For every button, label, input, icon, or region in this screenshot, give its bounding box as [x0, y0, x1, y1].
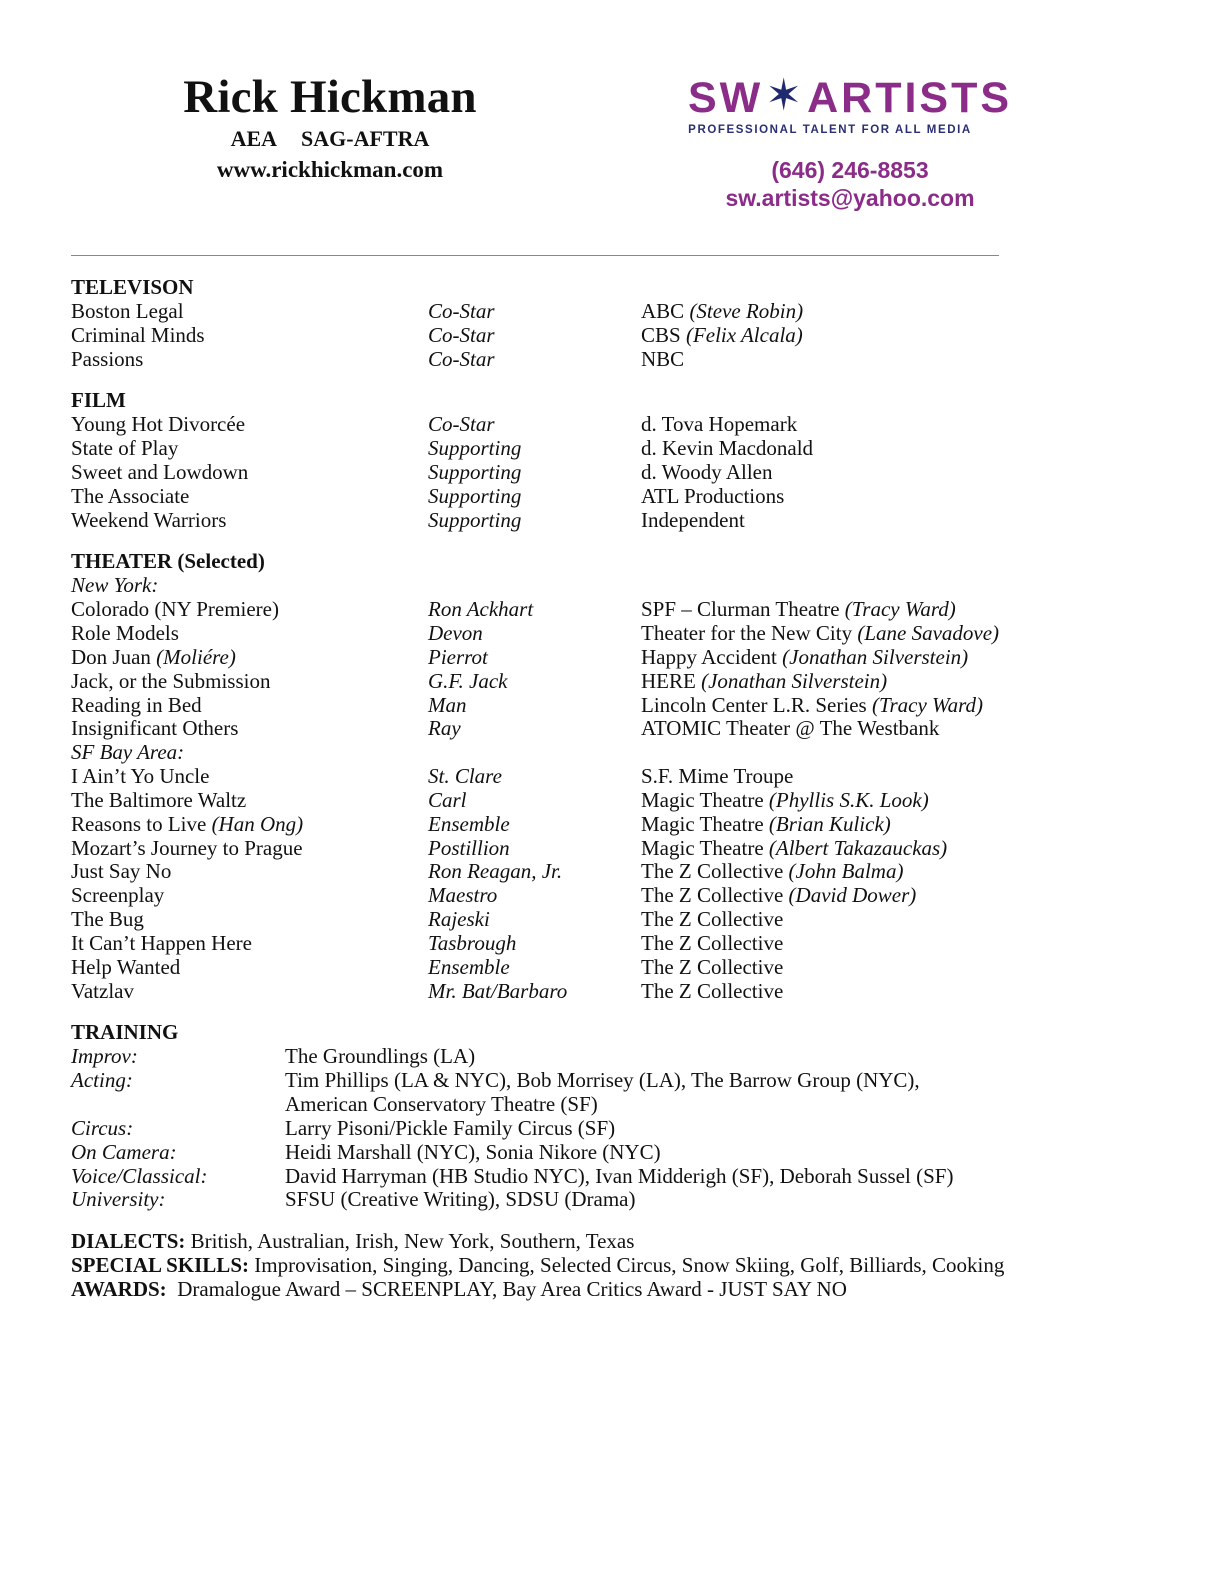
- theater-row: [71, 717, 1171, 741]
- credit-director: (David Dower): [788, 883, 917, 908]
- credit-venue: d. Tova Hopemark: [641, 412, 798, 437]
- training-row: [71, 1165, 1171, 1189]
- header-divider: [71, 255, 999, 256]
- credit-role: Pierrot: [428, 644, 488, 669]
- theater-row: [71, 670, 1171, 694]
- credit-venue: SPF – Clurman Theatre (Tracy Ward): [641, 597, 956, 622]
- awards-value: Dramalogue Award – SCREENPLAY, Bay Area Critics Award - JUST SAY NO: [166, 1276, 847, 1301]
- actor-name: Rick Hickman: [183, 71, 477, 123]
- agency-tagline: PROFESSIONAL TALENT FOR ALL MEDIA: [688, 124, 972, 136]
- dialects-value: British, Australian, Irish, New York, Southern, Texas: [185, 1229, 635, 1254]
- credit-director: (Lane Savadove): [857, 620, 1000, 645]
- credit-role: Tasbrough: [428, 930, 517, 955]
- theater-sf-list: [71, 765, 1171, 1003]
- website-link[interactable]: www.rickhickman.com: [216, 157, 444, 182]
- credit-director: (Jonathan Silverstein): [782, 644, 969, 669]
- credit-title: Reading in Bed: [71, 692, 202, 717]
- credit-title: Colorado (NY Premiere): [71, 597, 279, 622]
- credit-role: Co-Star: [428, 346, 495, 371]
- credit-title: State of Play: [71, 436, 179, 461]
- theater-row: [71, 765, 1171, 789]
- television-list: [71, 300, 1171, 372]
- credit-title: It Can’t Happen Here: [71, 930, 252, 955]
- union-sag-aftra: SAG-AFTRA: [301, 126, 430, 151]
- skills-line: [71, 1254, 1171, 1278]
- dialects-line: [71, 1230, 1171, 1254]
- credit-venue: Happy Accident (Jonathan Silverstein): [641, 644, 969, 669]
- training-label: Circus:: [71, 1115, 134, 1140]
- credit-role: Supporting: [428, 436, 522, 461]
- credit-title: Jack, or the Submission: [71, 668, 271, 693]
- training-value: Tim Phillips (LA & NYC), Bob Morrisey (LA), The Barrow Group (NYC), American Conservatory Theatre (SF): [285, 1068, 920, 1116]
- union-affiliations: [150, 125, 510, 153]
- training-row: [71, 1141, 1171, 1165]
- credit-director: (Jonathan Silverstein): [701, 668, 888, 693]
- theater-row: [71, 908, 1171, 932]
- credit-venue: Lincoln Center L.R. Series (Tracy Ward): [641, 692, 983, 717]
- title-note: (Han Ong): [211, 811, 304, 836]
- credit-venue: Magic Theatre (Albert Takazauckas): [641, 835, 948, 860]
- credit-venue: CBS (Felix Alcala): [641, 322, 803, 347]
- theater-row: [71, 598, 1171, 622]
- credit-director: (Albert Takazauckas): [768, 835, 948, 860]
- credit-venue: The Z Collective (John Balma): [641, 859, 904, 884]
- section-heading-film: FILM: [71, 388, 126, 413]
- credit-venue: Independent: [641, 507, 745, 532]
- union-aea: AEA: [230, 126, 278, 151]
- theater-row: [71, 932, 1171, 956]
- credit-role: Carl: [428, 787, 467, 812]
- credit-title: Sweet and Lowdown: [71, 459, 249, 484]
- credit-director: (John Balma): [788, 859, 904, 884]
- credit-venue: The Z Collective: [641, 978, 784, 1003]
- credit-role: Co-Star: [428, 322, 495, 347]
- agency-block: [640, 71, 1060, 212]
- credit-director: (Phyllis S.K. Look): [768, 787, 929, 812]
- credit-venue: The Z Collective: [641, 954, 784, 979]
- training-label: Voice/Classical:: [71, 1163, 208, 1188]
- theater-row: [71, 622, 1171, 646]
- film-row: [71, 461, 1171, 485]
- film-row: [71, 485, 1171, 509]
- theater-row: [71, 860, 1171, 884]
- credit-venue: The Z Collective: [641, 930, 784, 955]
- title-note: (Moliére): [156, 644, 236, 669]
- credit-title: The Associate: [71, 483, 190, 508]
- subheading-sf-bay-area: SF Bay Area:: [71, 740, 185, 765]
- credit-venue: d. Kevin Macdonald: [641, 436, 814, 461]
- training-label: Improv:: [71, 1044, 138, 1069]
- credit-title: Screenplay: [71, 883, 165, 908]
- credit-title: Just Say No: [71, 859, 172, 884]
- training-row: [71, 1045, 1171, 1069]
- resume-body: [71, 276, 1171, 1302]
- credit-title: The Bug: [71, 907, 144, 932]
- theater-row: [71, 956, 1171, 980]
- credit-title: I Ain’t Yo Uncle: [71, 764, 210, 789]
- credit-venue: NBC: [641, 346, 685, 371]
- credit-title: Role Models: [71, 620, 179, 645]
- misc-section: [71, 1230, 1171, 1302]
- credit-venue: Theater for the New City (Lane Savadove): [641, 620, 1000, 645]
- section-heading-theater: THEATER (Selected): [71, 549, 265, 574]
- theater-row: [71, 837, 1171, 861]
- credit-role: Co-Star: [428, 298, 495, 323]
- credit-role: Man: [428, 692, 467, 717]
- credit-title: Passions: [71, 346, 144, 371]
- credit-role: Supporting: [428, 459, 522, 484]
- section-heading-television: TELEVISON: [71, 275, 194, 299]
- television-row: [71, 324, 1171, 348]
- film-row: [71, 437, 1171, 461]
- training-value: David Harryman (HB Studio NYC), Ivan Midderigh (SF), Deborah Sussel (SF): [285, 1163, 954, 1188]
- credit-role: Supporting: [428, 507, 522, 532]
- credit-title: Vatzlav: [71, 978, 134, 1003]
- credit-role: Postillion: [428, 835, 510, 860]
- credit-title: Insignificant Others: [71, 716, 239, 741]
- television-row: [71, 348, 1171, 372]
- agency-email[interactable]: sw.artists@yahoo.com: [725, 185, 975, 211]
- credit-director: (Tracy Ward): [871, 692, 983, 717]
- credit-title: Mozart’s Journey to Prague: [71, 835, 303, 860]
- training-label: Acting:: [71, 1068, 133, 1093]
- credit-venue: Magic Theatre (Brian Kulick): [641, 811, 891, 836]
- section-heading-training: TRAINING: [71, 1020, 179, 1045]
- star-icon: ✶: [765, 71, 806, 120]
- skills-value: Improvisation, Singing, Dancing, Selected Circus, Snow Skiing, Golf, Billiards, Cooking: [249, 1253, 1005, 1278]
- awards-line: [71, 1278, 1171, 1302]
- theater-row: [71, 813, 1171, 837]
- name-block: [150, 70, 510, 185]
- credit-venue: d. Woody Allen: [641, 459, 773, 484]
- training-row: [71, 1069, 1171, 1117]
- credit-venue: ATOMIC Theater @ The Westbank: [641, 716, 940, 741]
- skills-label: SPECIAL SKILLS:: [71, 1253, 249, 1278]
- credit-venue: The Z Collective: [641, 907, 784, 932]
- credit-role: Ensemble: [428, 811, 510, 836]
- theater-row: [71, 884, 1171, 908]
- credit-venue: The Z Collective (David Dower): [641, 883, 917, 908]
- credit-title: Don Juan (Moliére): [71, 644, 236, 669]
- credit-role: G.F. Jack: [428, 668, 508, 693]
- credit-role: Rajeski: [428, 907, 490, 932]
- logo-text-left: SW: [687, 74, 764, 122]
- theater-row: [71, 789, 1171, 813]
- credit-director: (Felix Alcala): [685, 322, 803, 347]
- film-row: [71, 413, 1171, 437]
- theater-row: [71, 980, 1171, 1004]
- credit-title: Help Wanted: [71, 954, 181, 979]
- credit-venue: ATL Productions: [641, 483, 785, 508]
- training-list: [71, 1045, 1171, 1212]
- agency-logo: [640, 71, 1060, 122]
- awards-label: AWARDS:: [71, 1276, 167, 1301]
- credit-role: Maestro: [428, 883, 498, 908]
- training-value: SFSU (Creative Writing), SDSU (Drama): [285, 1187, 636, 1212]
- training-value: Larry Pisoni/Pickle Family Circus (SF): [285, 1115, 616, 1140]
- credit-title: Young Hot Divorcée: [71, 412, 246, 437]
- credit-role: Ensemble: [428, 954, 510, 979]
- credit-title: The Baltimore Waltz: [71, 787, 247, 812]
- training-label: University:: [71, 1187, 166, 1212]
- subheading-new-york: New York:: [71, 573, 159, 598]
- credit-role: Mr. Bat/Barbaro: [428, 978, 568, 1003]
- credit-director: (Tracy Ward): [844, 597, 956, 622]
- logo-text-right: ARTISTS: [807, 74, 1013, 122]
- credit-role: Ron Ackhart: [428, 597, 534, 622]
- credit-role: St. Clare: [428, 764, 502, 789]
- training-value: The Groundlings (LA): [285, 1044, 476, 1069]
- theater-row: [71, 646, 1171, 670]
- training-row: [71, 1117, 1171, 1141]
- credit-venue: Magic Theatre (Phyllis S.K. Look): [641, 787, 929, 812]
- theater-ny-list: [71, 598, 1171, 741]
- credit-title: Reasons to Live (Han Ong): [71, 811, 304, 836]
- credit-title: Weekend Warriors: [71, 507, 227, 532]
- agency-phone[interactable]: (646) 246-8853: [771, 157, 929, 183]
- television-row: [71, 300, 1171, 324]
- credit-title: Boston Legal: [71, 298, 184, 323]
- credit-role: Devon: [428, 620, 483, 645]
- credit-role: Ray: [428, 716, 461, 741]
- training-row: [71, 1188, 1171, 1212]
- dialects-label: DIALECTS:: [71, 1229, 186, 1254]
- film-list: [71, 413, 1171, 532]
- training-label: On Camera:: [71, 1139, 177, 1164]
- film-row: [71, 509, 1171, 533]
- credit-role: Co-Star: [428, 412, 495, 437]
- theater-row: [71, 694, 1171, 718]
- credit-director: (Brian Kulick): [768, 811, 891, 836]
- credit-venue: HERE (Jonathan Silverstein): [641, 668, 888, 693]
- credit-role: Ron Reagan, Jr.: [428, 859, 563, 884]
- credit-title: Criminal Minds: [71, 322, 205, 347]
- credit-role: Supporting: [428, 483, 522, 508]
- credit-venue: S.F. Mime Troupe: [641, 764, 794, 789]
- credit-director: (Steve Robin): [689, 298, 804, 323]
- credit-venue: ABC (Steve Robin): [641, 298, 804, 323]
- training-value: Heidi Marshall (NYC), Sonia Nikore (NYC): [285, 1139, 661, 1164]
